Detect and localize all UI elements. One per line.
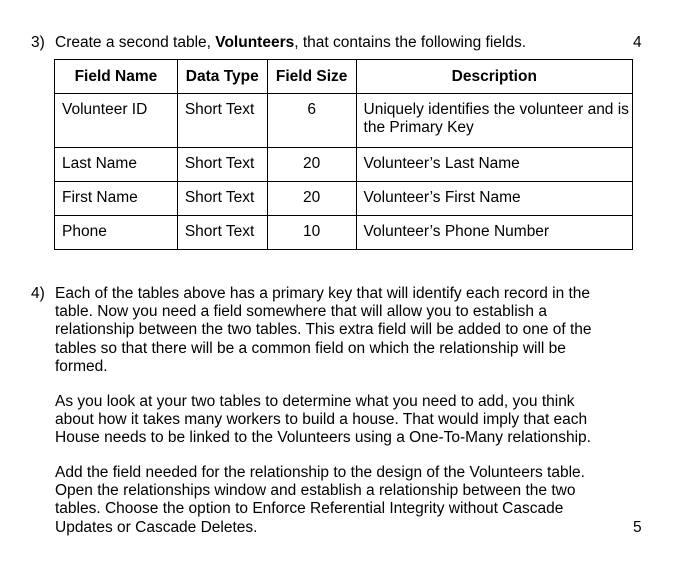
- cell-description: Volunteer’s Last Name: [356, 148, 632, 182]
- question-4-paragraph-3: Add the field needed for the relationship to the design of the Volunteers table. Open the relationships window and establish a relationship between the two tables. Choose the option to Enforce Referential Integrity without Cascade Updates or Cascade Deletes.: [55, 464, 585, 536]
- table-row: [55, 148, 633, 182]
- cell-field-name: Last Name: [55, 148, 178, 182]
- question-4-paragraph-1: Each of the tables above has a primary key that will identify each record in the table. Now you need a field somewhere that will allow you to establish a relationship between the two tables. This extra field will be added to one of the tables so that there will be a common field on which the relationship will be formed.: [55, 285, 592, 375]
- cell-data-type: Short Text: [177, 182, 267, 216]
- header-data-type: Data Type: [177, 60, 267, 94]
- question-3-text-before: Create a second table,: [55, 34, 216, 51]
- question-3-prompt: [55, 34, 526, 52]
- cell-field-size: 6: [267, 94, 356, 148]
- question-4-paragraph-2: As you look at your two tables to determine what you need to add, you think about how it takes many workers to build a house. That would imply that each House needs to be linked to the Volunteers using a One-To-Many relationship.: [55, 393, 591, 447]
- question-3-points: 4: [633, 34, 642, 51]
- header-field-name: Field Name: [55, 60, 178, 94]
- cell-description: Volunteer’s Phone Number: [356, 216, 632, 250]
- table-row: [55, 182, 633, 216]
- cell-field-name: First Name: [55, 182, 178, 216]
- question-3-number: 3): [31, 34, 45, 51]
- question-4-number: 4): [31, 285, 45, 302]
- cell-field-name: Volunteer ID: [55, 94, 178, 148]
- question-3-table-name: Volunteers: [215, 34, 295, 51]
- table-header-row: [55, 60, 633, 94]
- cell-description: Uniquely identifies the volunteer and is the Primary Key: [356, 94, 632, 148]
- table-row: [55, 216, 633, 250]
- table-row: [55, 94, 633, 148]
- cell-field-name: Phone: [55, 216, 178, 250]
- header-description: Description: [356, 60, 632, 94]
- cell-field-size: 20: [267, 148, 356, 182]
- cell-data-type: Short Text: [177, 148, 267, 182]
- question-4-points: 5: [633, 519, 642, 536]
- cell-field-size: 20: [267, 182, 356, 216]
- volunteers-fields-table: [54, 59, 633, 250]
- header-field-size: Field Size: [267, 60, 356, 94]
- cell-data-type: Short Text: [177, 94, 267, 148]
- cell-field-size: 10: [267, 216, 356, 250]
- cell-description: Volunteer’s First Name: [356, 182, 632, 216]
- question-3-text-after: , that contains the following fields.: [294, 34, 527, 51]
- cell-data-type: Short Text: [177, 216, 267, 250]
